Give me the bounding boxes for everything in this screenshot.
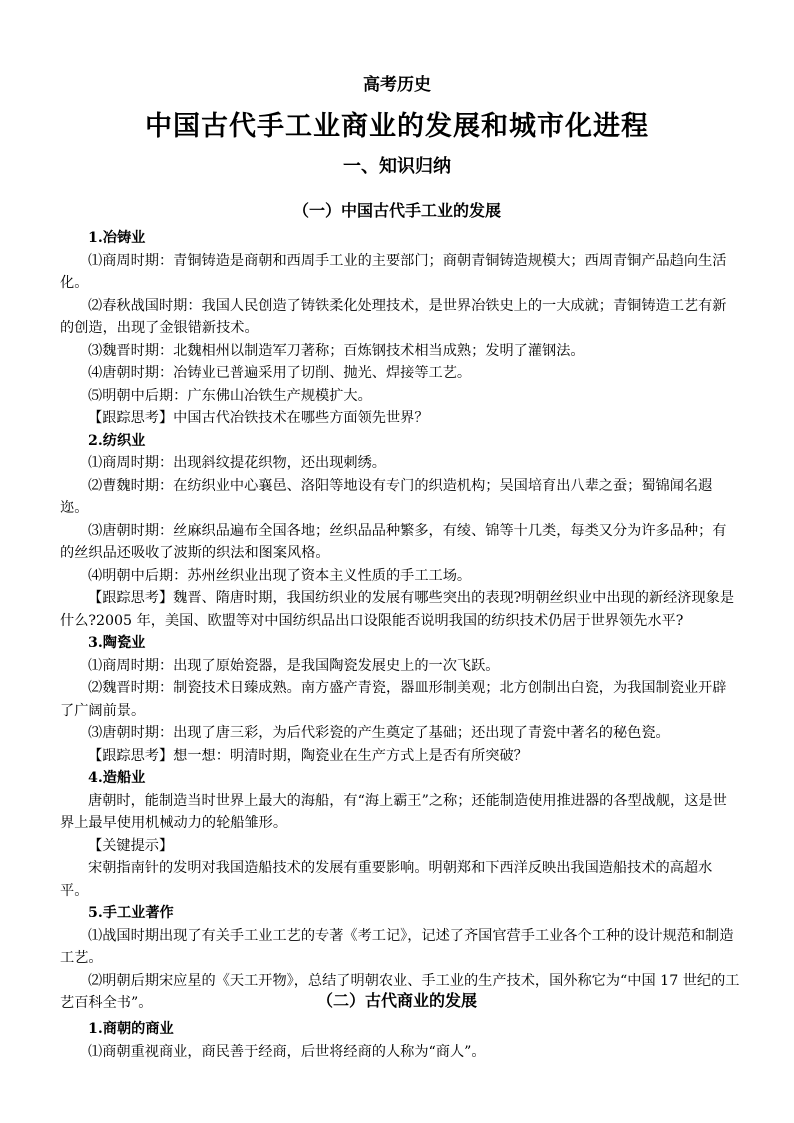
part2-heading: （二）古代商业的发展 [316, 991, 477, 1010]
s4-p2: 宋朝指南针的发明对我国造船技术的发展有重要影响。明朝郑和下西洋反映出我国造船技术的高超水平。 [60, 860, 713, 899]
subject-heading: 高考历史 [363, 75, 431, 95]
s2-p2: ⑵曹魏时期：在纺织业中心襄邑、洛阳等地设有专门的织造机构；吴国培育出八辈之蚕；蜀锦闻名遐迩。 [60, 477, 713, 516]
s1-think: 【跟踪思考】中国古代冶铁技术在哪些方面领先世界？ [88, 410, 429, 426]
p2-s1-title: 1.商朝的商业 [88, 1021, 174, 1037]
part1-heading: （一）中国古代手工业的发展 [292, 201, 501, 220]
p2-s1-p1: ⑴商朝重视商业，商民善于经商，后世将经商的人称为“商人”。 [88, 1043, 486, 1060]
s5-p2: ⑵明朝后期宋应星的《天工开物》，总结了明朝农业、手工业的生产技术，国外称它为“中国 17 世纪的工艺百科全书”。 [60, 972, 740, 1011]
s3-p2: ⑵魏晋时期：制瓷技术日臻成熟。南方盛产青瓷，器皿形制美观；北方创制出白瓷，为我国制瓷业开辟了广阔前景。 [60, 680, 727, 719]
s3-p3: ⑶唐朝时期：出现了唐三彩，为后代彩瓷的产生奠定了基础；还出现了青瓷中著名的秘色瓷。 [88, 725, 670, 741]
s4-p1: 唐朝时，能制造当时世界上最大的海船，有“海上霸王”之称；还能制造使用推进器的各型战舰，这是世界上最早使用机械动力的轮船雏形。 [60, 792, 727, 831]
s2-p4: ⑷明朝中后期：苏州丝织业出现了资本主义性质的手工工场。 [88, 567, 472, 584]
s1-p4: ⑷唐朝时期：冶铸业已普遍采用了切削、抛光、焊接等工艺。 [88, 365, 472, 381]
s1-p2: ⑵春秋战国时期：我国人民创造了铸铁柔化处理技术，是世界冶铁史上的一大成就；青铜铸造工艺有新的创造，出现了金银错新技术。 [60, 297, 727, 336]
s3-p1: ⑴商周时期：出现了原始瓷器，是我国陶瓷发展史上的一次飞跃。 [88, 657, 500, 674]
s5-p1: ⑴战国时期出现了有关手工业工艺的专著《考工记》，记述了齐国官营手工业各个工种的设计规范和制造工艺。 [60, 927, 734, 966]
s4-hint: 【关键提示】 [88, 837, 174, 854]
s1-p5: ⑸明朝中后期：广东佛山冶铁生产规模扩大。 [88, 387, 372, 404]
page-title: 中国古代手工业商业的发展和城市化进程 [145, 111, 649, 142]
s2-p3: ⑶唐朝时期：丝麻织品遍布全国各地；丝织品品种繁多，有绫、锦等十几类，每类又分为许多品种；有的丝织品还吸收了波斯的织法和图案风格。 [60, 522, 727, 561]
section-heading: 一、知识归纳 [343, 156, 451, 177]
s5-title: 5.手工业著作 [88, 905, 174, 921]
part1-body [60, 227, 740, 1015]
s2-title: 2.纺织业 [88, 432, 146, 449]
s1-p1: ⑴商周时期：青铜铸造是商朝和西周手工业的主要部门；商朝青铜铸造规模大；西周青铜产品趋向生活化。 [60, 252, 727, 291]
s3-think: 【跟踪思考】想一想：明清时期，陶瓷业在生产方式上是否有所突破？ [88, 747, 528, 764]
s2-think: 【跟踪思考】魏晋、隋唐时期，我国纺织业的发展有哪些突出的表现?明朝丝织业中出现的新经济现象是什么?2005 年，美国、欧盟等对中国纺织品出口设限能否说明我国的纺织技术仍居于世界领先水平? [60, 590, 735, 629]
s1-title: 1.冶铸业 [88, 230, 146, 246]
part2-body [60, 1018, 740, 1063]
s4-title: 4.造船业 [88, 770, 146, 786]
s1-p3: ⑶魏晋时期：北魏相州以制造军刀著称；百炼钢技术相当成熟；发明了灌钢法。 [88, 342, 585, 359]
s2-p1: ⑴商周时期：出现斜纹提花织物，还出现刺绣。 [88, 455, 386, 471]
s3-title: 3.陶瓷业 [88, 635, 146, 651]
